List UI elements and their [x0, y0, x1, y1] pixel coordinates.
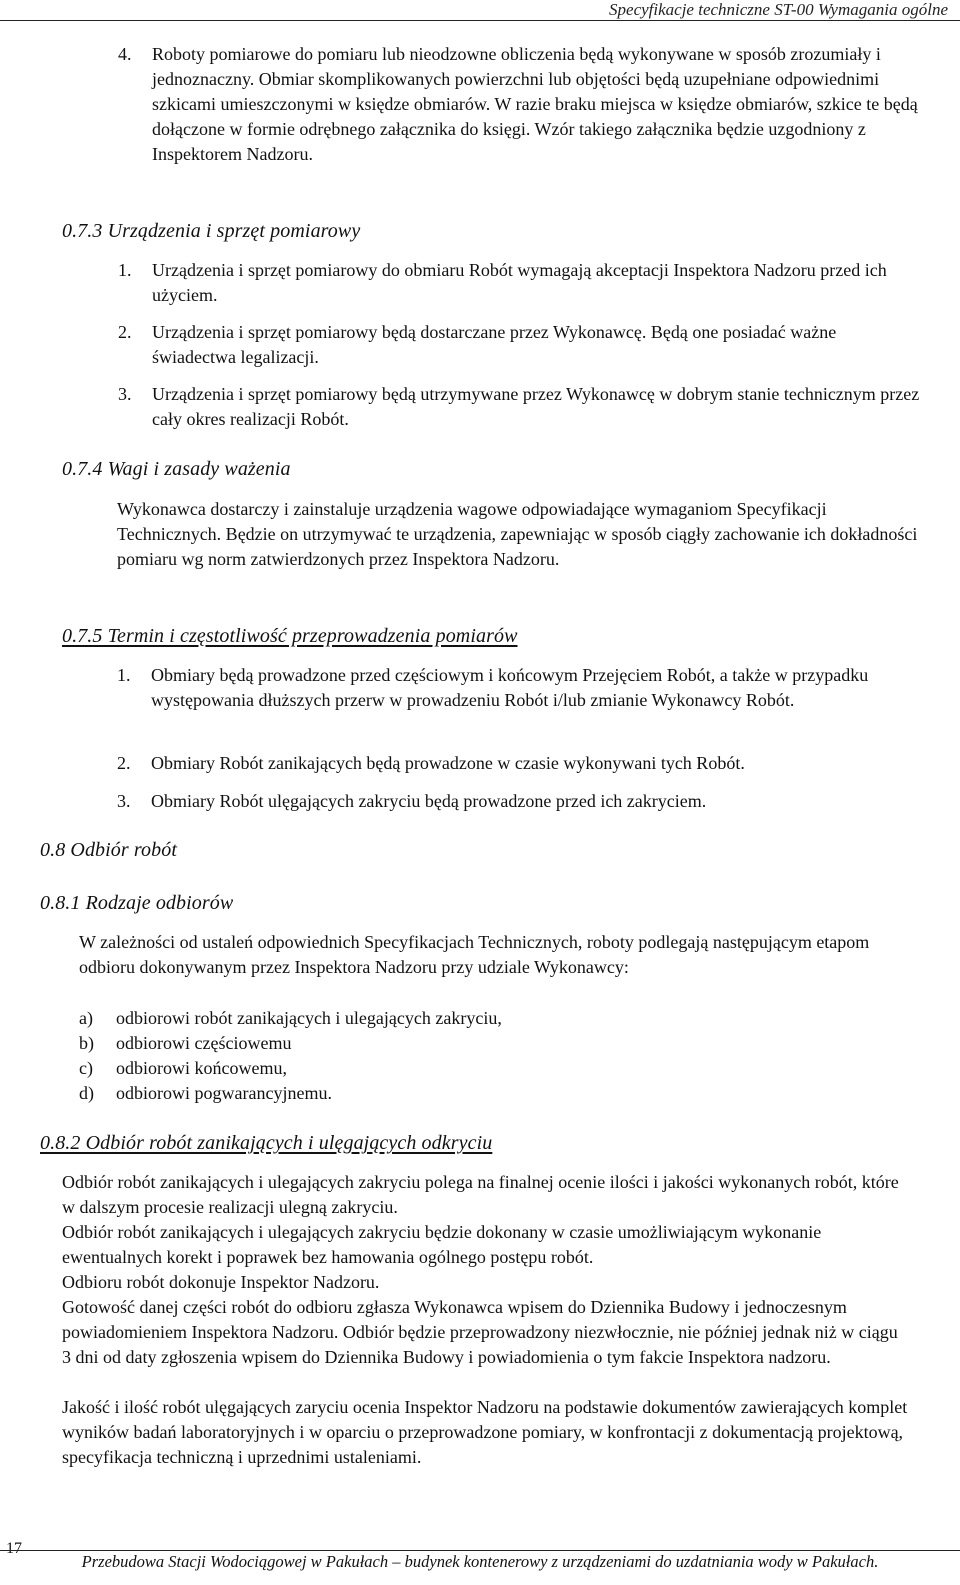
footer-text: Przebudowa Stacji Wodociągowej w Pakułach – budynek kontenerowy z urządzeniami do uzdatniania wody w Pakułach. [81, 1552, 879, 1571]
list-item [79, 1006, 899, 1032]
footer-divider [0, 1550, 960, 1551]
list-item-text: Urządzenia i sprzęt pomiarowy będą dostarczane przez Wykonawcę. Będą one posiadać ważne świadectwa legalizacji. [152, 322, 837, 367]
section-heading: 0.7.3 Urządzenia i sprzęt pomiarowy [62, 220, 361, 242]
list-item [79, 1056, 899, 1082]
list-item [79, 1031, 899, 1057]
paragraph: Odbioru robót dokonuje Inspektor Nadzoru. [62, 1272, 380, 1292]
list-item-number: 3. [117, 791, 131, 811]
list-item-number: 1. [118, 260, 132, 280]
paragraph: Jakość i ilość robót ulęgających zaryciu ocenia Inspektor Nadzoru na podstawie dokumentów zawierających komplet wyników badań laboratoryjnych i w oparciu o przeprowadzone pomiary, w konfrontacji z dokumentacją projektową, specyfikacja techniczną i uprzednimi ustaleniami. [62, 1397, 908, 1467]
list-item-number: 3. [118, 384, 132, 404]
list-item-text: Obmiary Robót zanikających będą prowadzone w czasie wykonywani tych Robót. [151, 753, 745, 773]
section-heading: 0.7.5 Termin i częstotliwość przeprowadzenia pomiarów [62, 625, 518, 647]
list-item [117, 789, 937, 815]
header-title: Specyfikacje techniczne ST-00 Wymagania ogólne [609, 0, 948, 19]
list-item-text: Urządzenia i sprzęt pomiarowy będą utrzymywane przez Wykonawcę w dobrym stanie technicznym przez cały okres realizacji Robót. [152, 384, 920, 429]
list-item [118, 382, 938, 434]
paragraph: Gotowość danej części robót do odbioru zgłasza Wykonawca wpisem do Dziennika Budowy i jednoczesnym powiadomieniem Inspektora Nadzoru. Odbiór będzie przeprowadzony niezwłocznie, nie później jednak niż w ciągu 3 dni od daty zgłoszenia wpisem do Dziennika Budowy i powiadomienia o tym fakcie Inspektora nadzoru. [62, 1297, 898, 1367]
list-item [118, 42, 938, 194]
list-item-number: c) [79, 1058, 93, 1078]
section-heading: 0.8.2 Odbiór robót zanikających i ulęgających odkryciu [40, 1132, 493, 1154]
section-heading: 0.7.4 Wagi i zasady ważenia [62, 458, 291, 480]
paragraph: Odbiór robót zanikających i ulegających zakryciu będzie dokonany w czasie umożliwiającym wykonanie ewentualnych korekt i poprawek bez hamowania ogólnego postępu robót. [62, 1222, 822, 1267]
list-item-text: Obmiary Robót ulęgających zakryciu będą prowadzone przed ich zakryciem. [151, 791, 707, 811]
list-item-number: 4. [118, 44, 132, 64]
list-item [118, 258, 938, 310]
list-item-number: b) [79, 1033, 94, 1053]
paragraph: W zależności od ustaleń odpowiednich Specyfikacjach Technicznych, roboty podlegają następującym etapom odbioru dokonywanym przez Inspektora Nadzoru przy udziale Wykonawcy: [79, 932, 870, 977]
section-heading: 0.8.1 Rodzaje odbiorów [40, 892, 234, 914]
paragraph: Odbiór robót zanikających i ulegających zakryciu polega na finalnej ocenie ilości i jakości wykonanych robót, które w dalszym procesie realizacji ulegną zakryciu. [62, 1172, 899, 1217]
list-item-number: 1. [117, 665, 131, 685]
section-heading: 0.8 Odbiór robót [40, 839, 177, 861]
list-item [117, 751, 937, 777]
list-item-text: Urządzenia i sprzęt pomiarowy do obmiaru Robót wymagają akceptacji Inspektora Nadzoru przed ich użyciem. [152, 260, 887, 305]
list-item-text: odbiorowi pogwarancyjnemu. [116, 1083, 332, 1103]
list-item-text: Obmiary będą prowadzone przed częściowym i końcowym Przejęciem Robót, a także w przypadku występowania dłuższych przerw w prowadzeniu Robót i/lub zmianie Wykonawcy Robót. [151, 665, 869, 710]
page-number: 17 [6, 1540, 22, 1557]
list-item [79, 1081, 899, 1107]
list-item-number: d) [79, 1083, 94, 1103]
list-item-text: odbiorowi częściowemu [116, 1033, 292, 1053]
list-item-text: odbiorowi robót zanikających i ulegających zakryciu, [116, 1008, 502, 1028]
list-item-text: odbiorowi końcowemu, [116, 1058, 287, 1078]
list-item-number: 2. [117, 753, 131, 773]
page-header [0, 0, 960, 21]
list-item-number: 2. [118, 322, 132, 342]
paragraph: Wykonawca dostarczy i zainstaluje urządzenia wagowe odpowiadające wymaganiom Specyfikacji Technicznych. Będzie on utrzymywać te urządzenia, zapewniając w sposób ciągły zachowanie ich dokładności pomiaru wg norm zatwierdzonych przez Inspektora Nadzoru. [117, 499, 918, 569]
list-item [117, 663, 937, 739]
list-item-number: a) [79, 1008, 93, 1028]
list-item [118, 320, 938, 372]
list-item-text: Roboty pomiarowe do pomiaru lub nieodzowne obliczenia będą wykonywane w sposób zrozumiały i jednoznaczny. Obmiar skomplikowanych powierzchni lub objętości będą uzupełniane odpowiednimi szkicami umieszczonymi w księdze obmiarów. W razie braku miejsca w księdze obmiarów, szkice te będą dołączone w formie odrębnego załącznika do księgi. Wzór takiego załącznika będzie uzgodniony z Inspektorem Nadzoru. [152, 44, 918, 164]
